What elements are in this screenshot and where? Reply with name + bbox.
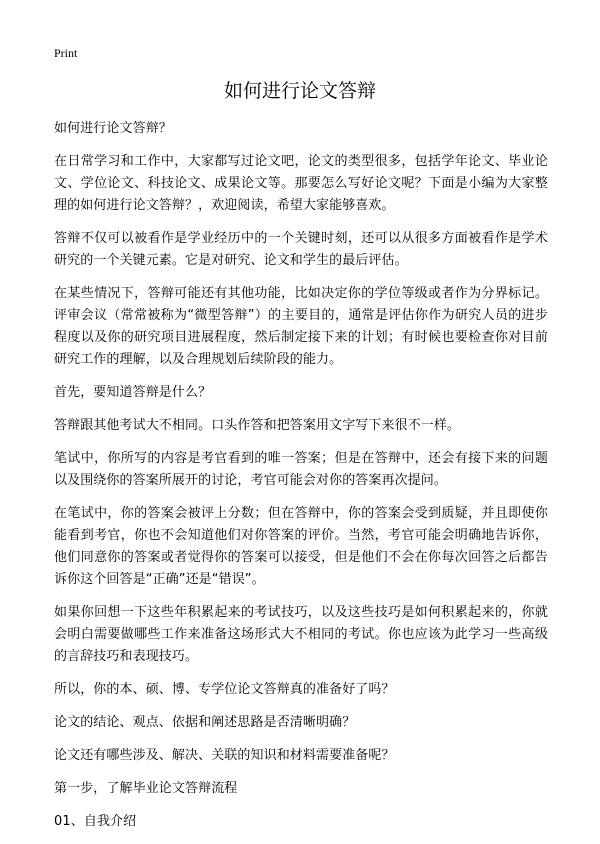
paragraph: 首先，要知道答辩是什么？ — [54, 385, 212, 400]
section-heading: 第一步，了解毕业论文答辩流程 — [54, 781, 238, 796]
paragraph: 论文还有哪些涉及、解决、关联的知识和材料需要准备呢？ — [54, 748, 395, 763]
paragraph: 所以，你的本、硕、博、专学位论文答辩真的准备好了吗？ — [54, 682, 395, 697]
paragraph: 答辩跟其他考试大不相同。口头作答和把答案用文字写下来很不一样。 — [54, 418, 461, 433]
paragraph: 笔试中，你所写的内容是考官看到的唯一答案；但是在答辩中，还会有接下来的问题以及围绕你的答案所展开的讨论，考官可能会对你的答案再次提问。 — [54, 451, 548, 488]
paragraph-question-heading: 如何进行论文答辩？ — [54, 121, 172, 136]
paragraph: 如果你回想一下这些年积累起来的考试技巧，以及这些技巧是如何积累起来的，你就会明白需要做哪些工作来准备这场形式大不相同的考试。你也应该为此学习一些高级的言辞技巧和表现技巧。 — [54, 605, 548, 664]
print-label: Print — [54, 46, 78, 60]
paragraph: 论文的结论、观点、依据和阐述思路是否清晰明确？ — [54, 715, 356, 730]
paragraph: 在某些情况下，答辩可能还有其他功能，比如决定你的学位等级或者作为分界标记。评审会议（常常被称为“微型答辩”）的主要目的，通常是评估你作为研究人员的进步程度以及你的研究项目进展程度，然后制定接下来的计划；有时候也要检查你对目前研究工作的理解，以及合理规划后续阶段的能力。 — [54, 286, 548, 367]
paragraph: 答辩不仅可以被看作是学业经历中的一个关键时刻，还可以从很多方面被看作是学术研究的一个关键元素。它是对研究、论文和学生的最后评估。 — [54, 231, 548, 268]
document-title: 如何进行论文答辩 — [223, 80, 376, 102]
paragraph: 在笔试中，你的答案会被评上分数；但在答辩中，你的答案会受到质疑，并且即使你能看到考官，你也不会知道他们对你答案的评价。当然，考官可能会明确地告诉你，他们同意你的答案或者觉得你的答案可以接受，但是他们不会在你每次回答之后都告诉你这个回答是“正确”还是“错误”。 — [54, 506, 548, 587]
subsection-heading: 01、自我介绍 — [54, 814, 137, 829]
document-body — [54, 118, 548, 844]
paragraph-intro: 在日常学习和工作中，大家都写过论文吧，论文的类型很多，包括学年论文、毕业论文、学位论文、科技论文、成果论文等。那要怎么写好论文呢？下面是小编为大家整理的如何进行论文答辩？，欢迎阅读，希望大家能够喜欢。 — [54, 154, 548, 213]
